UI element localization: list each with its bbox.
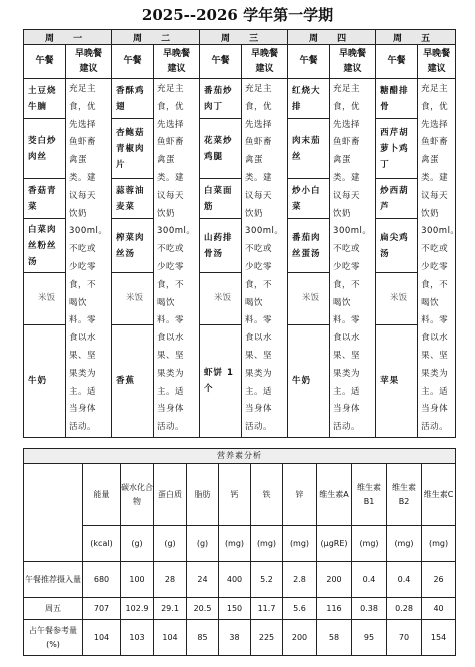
lunch-dish: 米饭	[288, 273, 330, 324]
lunch-dish: 红烧大排	[288, 79, 330, 119]
suggestion-line: 议每天	[157, 190, 185, 201]
suggestion-line: 类。建	[421, 172, 449, 183]
nutrient-value: 38	[219, 620, 251, 656]
nutrient-value: 0.38	[352, 598, 387, 620]
nutrient-unit-row	[24, 526, 456, 562]
suggestion-line: 食，不	[421, 279, 449, 290]
lunch-dish: 土豆烧牛腩	[24, 79, 66, 119]
nutrition-row	[24, 620, 456, 656]
suggestion-line: 类。建	[69, 172, 97, 183]
lunch-dish: 蒜蓉油麦菜	[112, 179, 154, 219]
nutrient-value: 154	[422, 620, 456, 656]
suggestion-line: 食以水	[69, 333, 97, 344]
suggestion-line: 料。零	[69, 315, 97, 326]
suggestion-line: 喝饮	[333, 297, 352, 308]
suggestion-line: 禽蛋	[245, 155, 264, 166]
suggestion-line: 喝饮	[245, 297, 264, 308]
nutrient-value: 104	[154, 620, 187, 656]
suggestion-line: 果类为	[333, 368, 361, 379]
lunch-dish: 香蕉	[112, 324, 154, 437]
suggestion-line: 充足主	[69, 84, 97, 94]
suggestion-line: 活动。	[69, 422, 97, 433]
suggestion-line: 饮奶	[333, 208, 352, 219]
nutrient-name: 能量	[83, 464, 121, 526]
lunch-dish: 杏鲍菇青椒肉片	[112, 119, 154, 179]
suggestion-line: 果类为	[69, 368, 97, 379]
nutrient-value: 11.7	[251, 598, 283, 620]
column-header-row	[24, 45, 456, 79]
lunch-dish: 米饭	[24, 273, 66, 324]
suggestion-line: 活动。	[245, 422, 273, 433]
suggestion-line: 不吃或	[245, 244, 273, 255]
suggestion-line: 不吃或	[157, 244, 185, 255]
nutrient-value: 5.2	[251, 562, 283, 598]
lunch-dish: 白菜面筋	[200, 179, 242, 219]
suggestion-line: 食，优	[333, 101, 361, 112]
suggestion-column	[330, 79, 376, 438]
blank-cell	[24, 464, 83, 562]
nutrient-value: 24	[187, 562, 219, 598]
suggestion-line: 禽蛋	[421, 155, 440, 166]
nutrient-value: 70	[387, 620, 422, 656]
row-label: 占午餐参考量(%)	[24, 620, 83, 656]
suggestion-line: 不吃或	[333, 244, 361, 255]
nutrient-value: 85	[187, 620, 219, 656]
day-wed: 周 三	[200, 30, 288, 45]
suggestion-line: 少吃零	[421, 261, 449, 272]
suggestion-line: 饮奶	[245, 208, 264, 219]
menu-row	[24, 79, 456, 119]
lunch-dish: 米饭	[112, 273, 154, 324]
suggestion-line: 议每天	[421, 190, 449, 201]
nutrient-value: 2.8	[283, 562, 317, 598]
suggestion-line: 类。建	[333, 172, 361, 183]
suggestion-line: 先选择	[157, 119, 185, 130]
nutrient-name: 铁	[251, 464, 283, 526]
day-header-row	[24, 30, 456, 45]
nutrient-value: 28	[154, 562, 187, 598]
nutrient-value: 26	[422, 562, 456, 598]
suggestion-line: 饮奶	[421, 208, 440, 219]
suggestion-line: 食，不	[333, 279, 361, 290]
suggestion-line: 先选择	[421, 119, 449, 130]
suggest-header: 早晚餐 建议	[154, 45, 200, 79]
suggestion-line: 食以水	[421, 333, 449, 344]
suggest-header: 早晚餐 建议	[330, 45, 376, 79]
suggestion-line: 当身体	[333, 404, 361, 415]
nutrient-unit: (μgRE)	[317, 526, 352, 562]
suggestion-line: 果、坚	[421, 350, 449, 361]
nutrient-name: 维生素B1	[352, 464, 387, 526]
lunch-dish: 西芹胡萝卜鸡丁	[376, 119, 418, 179]
nutrient-value: 680	[83, 562, 121, 598]
suggestion-line: 300ml。	[421, 226, 460, 237]
suggestion-line: 议每天	[333, 190, 361, 201]
nutrient-value: 0.4	[352, 562, 387, 598]
nutrient-unit: (mg)	[422, 526, 456, 562]
suggestion-line: 食，不	[245, 279, 273, 290]
lunch-dish: 榨菜肉丝汤	[112, 219, 154, 273]
suggestion-line: 果类为	[157, 368, 185, 379]
row-label: 午餐推荐摄入量	[24, 562, 83, 598]
nutrition-caption: 营养素分析	[24, 449, 456, 464]
nutrient-value: 29.1	[154, 598, 187, 620]
suggestion-line: 先选择	[69, 119, 97, 130]
nutrient-name: 脂肪	[187, 464, 219, 526]
nutrient-name: 维生素B2	[387, 464, 422, 526]
nutrient-header-row	[24, 464, 456, 526]
nutrition-caption-row	[24, 449, 456, 464]
row-label: 周五	[24, 598, 83, 620]
suggestion-line: 充足主	[333, 84, 361, 94]
lunch-dish: 山药排骨汤	[200, 219, 242, 273]
suggestion-line: 主。适	[69, 386, 97, 397]
nutrient-value: 150	[219, 598, 251, 620]
suggestion-line: 鱼虾畜	[333, 137, 361, 148]
nutrient-unit: (mg)	[251, 526, 283, 562]
suggestion-line: 料。零	[421, 315, 449, 326]
suggestion-line: 不吃或	[421, 244, 449, 255]
nutrient-value: 40	[422, 598, 456, 620]
lunch-dish: 香酥鸡翅	[112, 79, 154, 119]
suggestion-line: 禽蛋	[333, 155, 352, 166]
suggestion-column	[154, 79, 200, 438]
suggestion-line: 料。零	[157, 315, 185, 326]
nutrient-unit: (mg)	[352, 526, 387, 562]
suggest-header: 早晚餐 建议	[242, 45, 288, 79]
suggestion-line: 鱼虾畜	[69, 137, 97, 148]
nutrient-name: 锌	[283, 464, 317, 526]
suggestion-line: 食，优	[245, 101, 273, 112]
lunch-dish: 茭白炒肉丝	[24, 119, 66, 179]
lunch-dish: 牛奶	[288, 324, 330, 437]
suggestion-line: 禽蛋	[69, 155, 88, 166]
nutrient-name: 蛋白质	[154, 464, 187, 526]
nutrient-name: 碳水化合物	[121, 464, 154, 526]
suggestion-line: 果、坚	[245, 350, 273, 361]
lunch-dish: 炒小白菜	[288, 179, 330, 219]
nutrient-name: 维生素A	[317, 464, 352, 526]
suggestion-line: 先选择	[333, 119, 361, 130]
suggestion-line: 不吃或	[69, 244, 97, 255]
suggestion-line: 类。建	[157, 172, 185, 183]
suggestion-line: 喝饮	[421, 297, 440, 308]
suggestion-line: 食，优	[421, 101, 449, 112]
nutrition-row	[24, 562, 456, 598]
nutrient-value: 100	[121, 562, 154, 598]
suggestion-line: 饮奶	[69, 208, 88, 219]
suggestion-line: 少吃零	[69, 261, 97, 272]
suggestion-line: 活动。	[333, 422, 361, 433]
nutrition-analysis-table	[23, 448, 456, 656]
suggestion-line: 少吃零	[333, 261, 361, 272]
suggestion-line: 果、坚	[69, 350, 97, 361]
nutrient-value: 400	[219, 562, 251, 598]
day-mon: 周 一	[24, 30, 112, 45]
nutrition-row	[24, 598, 456, 620]
suggestion-line: 少吃零	[157, 261, 185, 272]
lunch-dish: 白菜肉丝粉丝汤	[24, 219, 66, 273]
lunch-dish: 香菇青菜	[24, 179, 66, 219]
suggestion-line: 活动。	[157, 422, 185, 433]
suggestion-line: 类。建	[245, 172, 273, 183]
page-title: 2025--2026 学年第一学期	[141, 6, 334, 24]
weekly-menu-table	[23, 29, 460, 438]
suggestion-line: 鱼虾畜	[157, 137, 185, 148]
lunch-header: 午餐	[24, 45, 66, 79]
nutrient-unit: (g)	[154, 526, 187, 562]
suggestion-line: 300ml。	[333, 226, 372, 237]
nutrient-value: 200	[283, 620, 317, 656]
suggestion-line: 果、坚	[333, 350, 361, 361]
nutrient-unit: (mg)	[283, 526, 317, 562]
lunch-dish: 番茄肉丝蛋汤	[288, 219, 330, 273]
suggestion-line: 当身体	[69, 404, 97, 415]
nutrient-unit: (g)	[121, 526, 154, 562]
nutrient-value: 0.4	[387, 562, 422, 598]
lunch-dish: 米饭	[200, 273, 242, 324]
suggestion-line: 300ml。	[69, 226, 108, 237]
suggestion-column	[242, 79, 288, 438]
suggestion-line: 果类为	[421, 368, 449, 379]
day-tue: 周 二	[112, 30, 200, 45]
suggestion-line: 料。零	[245, 315, 273, 326]
suggestion-line: 活动。	[421, 422, 449, 433]
suggest-header: 早晚餐 建议	[66, 45, 112, 79]
suggestion-line: 当身体	[157, 404, 185, 415]
lunch-dish: 肉末茄丝	[288, 119, 330, 179]
lunch-header: 午餐	[112, 45, 154, 79]
day-thu: 周 四	[288, 30, 376, 45]
nutrient-unit: (kcal)	[83, 526, 121, 562]
lunch-dish: 牛奶	[24, 324, 66, 437]
lunch-dish: 番茄炒肉丁	[200, 79, 242, 119]
suggestion-line: 果类为	[245, 368, 273, 379]
suggestion-line: 食以水	[333, 333, 361, 344]
suggestion-line: 鱼虾畜	[421, 137, 449, 148]
nutrient-value: 95	[352, 620, 387, 656]
suggestion-line: 食，优	[157, 101, 185, 112]
nutrient-value: 58	[317, 620, 352, 656]
nutrient-value: 20.5	[187, 598, 219, 620]
suggestion-line: 喝饮	[69, 297, 88, 308]
suggestion-line: 果、坚	[157, 350, 185, 361]
lunch-dish: 虾饼 1 个	[200, 324, 242, 437]
suggestion-line: 300ml。	[245, 226, 284, 237]
suggestion-line: 主。适	[245, 386, 273, 397]
suggestion-line: 充足主	[157, 84, 185, 94]
suggestion-column	[418, 79, 460, 438]
lunch-dish: 花菜炒鸡腿	[200, 119, 242, 179]
nutrient-name: 维生素C	[422, 464, 456, 526]
suggestion-line: 主。适	[157, 386, 185, 397]
suggestion-line: 少吃零	[245, 261, 273, 272]
suggestion-line: 喝饮	[157, 297, 176, 308]
lunch-header: 午餐	[376, 45, 418, 79]
lunch-dish: 炒西葫芦	[376, 179, 418, 219]
suggestion-line: 主。适	[333, 386, 361, 397]
suggestion-line: 先选择	[245, 119, 273, 130]
nutrient-name: 钙	[219, 464, 251, 526]
nutrient-value: 104	[83, 620, 121, 656]
suggestion-line: 议每天	[245, 190, 273, 201]
suggestion-line: 当身体	[421, 404, 449, 415]
lunch-dish: 糖醋排骨	[376, 79, 418, 119]
nutrient-unit: (g)	[187, 526, 219, 562]
suggestion-line: 食以水	[157, 333, 185, 344]
nutrient-value: 225	[251, 620, 283, 656]
nutrient-value: 5.6	[283, 598, 317, 620]
nutrient-value: 103	[121, 620, 154, 656]
suggestion-line: 主。适	[421, 386, 449, 397]
suggestion-line: 食，不	[69, 279, 97, 290]
nutrient-value: 200	[317, 562, 352, 598]
nutrient-value: 102.9	[121, 598, 154, 620]
suggestion-line: 禽蛋	[157, 155, 176, 166]
lunch-dish: 米饭	[376, 273, 418, 324]
nutrient-unit: (mg)	[387, 526, 422, 562]
suggest-header: 早晚餐 建议	[418, 45, 456, 79]
nutrient-unit: (mg)	[219, 526, 251, 562]
suggestion-line: 充足主	[421, 84, 449, 94]
nutrient-value: 116	[317, 598, 352, 620]
suggestion-column	[66, 79, 112, 438]
nutrient-value: 707	[83, 598, 121, 620]
lunch-header: 午餐	[288, 45, 330, 79]
suggestion-line: 料。零	[333, 315, 361, 326]
lunch-header: 午餐	[200, 45, 242, 79]
nutrient-value: 0.28	[387, 598, 422, 620]
suggestion-line: 饮奶	[157, 208, 176, 219]
suggestion-line: 议每天	[69, 190, 97, 201]
day-fri: 周 五	[376, 30, 456, 45]
lunch-dish: 扁尖鸡汤	[376, 219, 418, 273]
suggestion-line: 食，优	[69, 101, 97, 112]
suggestion-line: 食以水	[245, 333, 273, 344]
lunch-dish: 苹果	[376, 324, 418, 437]
suggestion-line: 300ml。	[157, 226, 196, 237]
suggestion-line: 当身体	[245, 404, 273, 415]
suggestion-line: 鱼虾畜	[245, 137, 273, 148]
suggestion-line: 充足主	[245, 84, 273, 94]
suggestion-line: 食，不	[157, 279, 185, 290]
